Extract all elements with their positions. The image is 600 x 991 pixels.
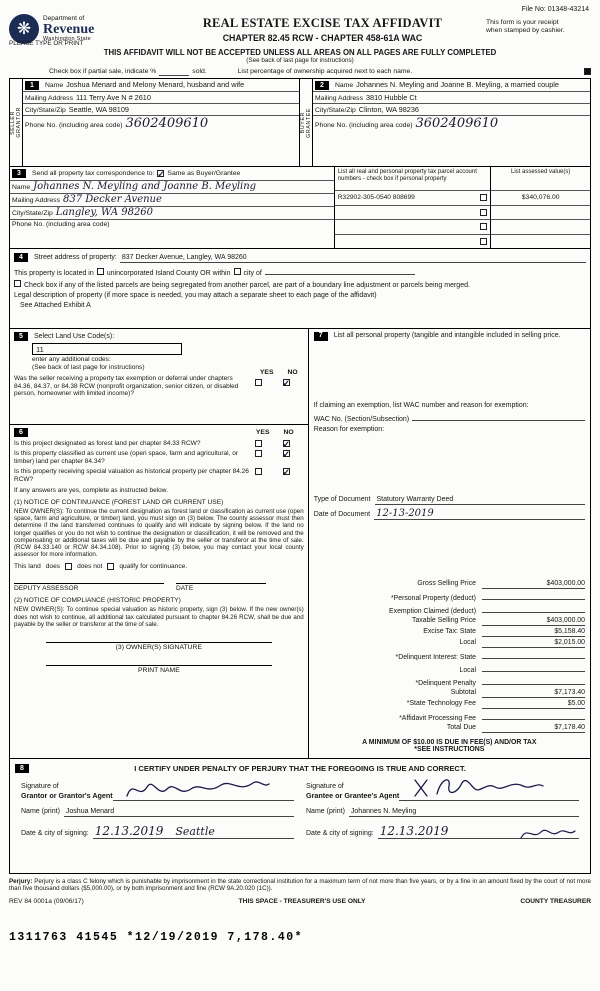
same-as-buyer-checkbox[interactable] xyxy=(157,170,164,177)
grantee-date-value[interactable]: 12.13.2019 xyxy=(379,824,449,838)
exemption-yes-checkbox[interactable] xyxy=(255,379,262,386)
section-7-number: 7 xyxy=(314,332,328,341)
parcel-number-value[interactable]: R32902-305-0540 808699 xyxy=(337,194,415,202)
correspondence-section xyxy=(10,167,590,249)
wac-row: WAC No. (Section/Subsection) xyxy=(314,412,585,423)
fee-row-processing-fee: *Affidavit Processing Fee xyxy=(314,711,585,723)
grantee-agent-label: Grantee or Grantee's Agent xyxy=(306,790,400,800)
historic-property-question-row: Is this property receiving special valuation as historical property per chapter 84.26 RCW? ✓ xyxy=(14,468,304,483)
parties-section xyxy=(10,79,590,167)
buyer-name-row: 2 Name Johannes N. Meyling and Joanne B. Meyling, a married couple xyxy=(313,79,590,92)
grantee-name-value[interactable]: Johannes N. Meyling xyxy=(350,808,417,815)
see-instructions-note: *SEE INSTRUCTIONS xyxy=(414,746,485,753)
parcel-row xyxy=(335,220,491,235)
same-as-buyer-label: Same as Buyer/Grantee xyxy=(167,170,241,177)
correspondence-name-value[interactable]: Johannes N. Meyling and Joanne B. Meyling xyxy=(33,181,257,192)
personal-property-label: List all personal property (tangible and intangible included in selling price. xyxy=(333,332,561,339)
deputy-date-line[interactable]: DATE xyxy=(176,583,266,592)
fee-row-total-due: Total Due $7,178.40 xyxy=(314,724,585,734)
document-date-value[interactable]: 12-13-2019 xyxy=(376,507,434,519)
fee-row-technology-fee: *State Technology Fee $5.00 xyxy=(314,700,585,710)
grantee-date-row: Date & city of signing: 12.13.2019 xyxy=(306,824,579,839)
section-2-number: 2 xyxy=(315,81,329,90)
section-8-number: 8 xyxy=(15,764,29,773)
grantee-name-row: Name (print) Johannes N. Meyling xyxy=(306,808,579,817)
section-6-number: 6 xyxy=(14,428,28,437)
grantor-signature-block: Signature of Grantor or Grantor's Agent Name (print) Joshua Menard Date & city of signing: 12.13.2019 Seattle xyxy=(15,781,300,839)
assessed-value-row[interactable]: $340,076.00 xyxy=(491,191,590,206)
fee-row-subtotal: Subtotal $7,173.40 xyxy=(314,689,585,699)
assessed-header: List assessed value(s) xyxy=(491,167,590,191)
parcel-row xyxy=(335,235,491,249)
wac-number-field[interactable] xyxy=(412,412,585,421)
grantee-signature-field[interactable] xyxy=(399,781,579,801)
city-of-checkbox[interactable] xyxy=(234,268,241,275)
correspondence-header: 3 Send all property tax correspondence to: ✓ Same as Buyer/Grantee xyxy=(10,167,334,181)
grantor-city-value[interactable]: Seattle xyxy=(175,825,215,838)
correspondence-name-row: Name Johannes N. Meyling and Joanne B. Meyling xyxy=(10,181,334,194)
parcel-header: List all real and personal property tax parcel account numbers - check box if personal property xyxy=(335,167,491,191)
document-date-row: Date of Document 12-13-2019 xyxy=(314,509,585,520)
exemption-note: If claiming an exemption, list WAC number and reason for exemption: xyxy=(313,402,529,409)
street-address-value[interactable]: 837 Decker Avenue, Langley, WA 98260 xyxy=(121,254,247,261)
exemption-question: Was the seller receiving a property tax exemption or deferral under chapters 84.36, 84.37, or 84.38 RCW (nonprofit organization, senior citizen, or disabled person, homeowner with limited income)? xyxy=(14,375,239,398)
buyer-city-value[interactable]: Clinton, WA 98236 xyxy=(358,105,419,114)
document-type-row: Type of Document Statutory Warranty Deed xyxy=(314,496,585,505)
fee-row-delinquent-interest-state: *Delinquent Interest: State xyxy=(314,650,585,662)
certify-statement: I CERTIFY UNDER PENALTY OF PERJURY THAT THE FOREGOING IS TRUE AND CORRECT. xyxy=(134,764,466,773)
assessed-value-row[interactable] xyxy=(491,220,590,235)
current-use-no-checkbox[interactable] xyxy=(283,450,290,457)
reason-row: Reason for exemption: xyxy=(313,426,385,433)
cashier-stamp: 1311763 41545 *12/19/2019 7,178.40* xyxy=(9,930,304,944)
historic-no-checkbox[interactable] xyxy=(283,468,290,475)
historic-yes-checkbox[interactable] xyxy=(255,468,262,475)
grantor-name-value[interactable]: Joshua Menard xyxy=(65,808,115,815)
owners-signature-line[interactable]: (3) OWNER(S) SIGNATURE xyxy=(46,642,272,651)
logo-washington-state: Washington State xyxy=(43,35,92,42)
forest-land-yes-checkbox[interactable] xyxy=(255,440,262,447)
personal-property-blank-area[interactable] xyxy=(314,341,585,399)
parcel-numbers-column xyxy=(335,167,492,248)
additional-codes-label: enter any additional codes: xyxy=(32,356,111,363)
seller-name-value[interactable]: Joshua Menard and Melony Menard, husband and wife xyxy=(66,80,245,89)
segregated-row xyxy=(14,280,586,289)
compliance-title: (2) NOTICE OF COMPLIANCE (HISTORIC PROPERTY) xyxy=(14,597,181,605)
fee-row-exemption: Exemption Claimed (deduct) xyxy=(314,604,585,616)
buyer-section xyxy=(300,79,590,166)
parcel-row xyxy=(335,191,491,206)
segregated-note: Check box if any of the listed parcels are being segregated from another parcel, are part of a boundary line adjustment or parcels being merged. xyxy=(24,282,470,289)
logo-revenue-word: Revenue xyxy=(43,21,95,37)
grantor-signature-field[interactable] xyxy=(113,781,294,801)
seller-side-label: SELLER GRANTOR xyxy=(10,79,23,166)
grantor-date-value[interactable]: 12.13.2019 xyxy=(94,824,164,838)
fee-row-taxable: Taxable Selling Price $403,000.00 xyxy=(314,617,585,627)
seller-city-row: City/State/Zip Seattle, WA 98109 xyxy=(23,104,299,116)
land-use-code-field[interactable]: 11 xyxy=(32,343,182,355)
current-use-yes-checkbox[interactable] xyxy=(255,450,262,457)
legal-description-value[interactable]: See Attached Exhibit A xyxy=(20,302,91,309)
assessed-value-row[interactable] xyxy=(491,206,590,221)
grantor-date-row: Date & city of signing: 12.13.2019 Seattle xyxy=(21,824,294,839)
personal-property-checkbox-2[interactable] xyxy=(480,209,487,216)
partial-sale-label: Check box if partial sale, indicate % xyxy=(49,68,157,75)
personal-property-checkbox-3[interactable] xyxy=(480,223,487,230)
assessed-values-column xyxy=(491,167,590,248)
section-5-number: 5 xyxy=(14,332,28,341)
land-use-section: 5 Select Land Use Code(s): 11 enter any additional codes: (See back of last page for instructions) YES NO Was the seller receiving a property tax exemption or deferral under chapters 84.36, 84.37, or 84.38 RCW (nonprofit organization, senior citizen, or disabled person, homeowner with limited income)? ✓ xyxy=(10,329,308,425)
treasurer-space-label: THIS SPACE - TREASURER'S USE ONLY xyxy=(238,897,366,905)
partial-sale-percent-field[interactable] xyxy=(159,67,189,76)
seller-name-row: 1 Name Joshua Menard and Melony Menard, husband and wife xyxy=(23,79,299,92)
legal-description-value-row xyxy=(20,302,586,309)
answers-yes-note: If any answers are yes, complete as instructed below. xyxy=(14,487,168,495)
exemption-question-row xyxy=(14,375,304,398)
property-location-section xyxy=(10,249,590,329)
street-address-row: 4 Street address of property: 837 Decker Avenue, Langley, WA 98260 xyxy=(14,253,586,263)
continuance-title: (1) NOTICE OF CONTINUANCE (FOREST LAND OR CURRENT USE) xyxy=(14,499,224,507)
print-name-line[interactable]: PRINT NAME xyxy=(46,665,272,674)
grantee-date-scribble xyxy=(517,824,577,842)
partial-sale-checkbox[interactable] xyxy=(584,68,591,75)
grantor-name-row: Name (print) Joshua Menard xyxy=(21,808,294,817)
buyer-name-value[interactable]: Johannes N. Meyling and Joanne B. Meyling, a married couple xyxy=(356,80,559,89)
seller-mailing-value[interactable]: 111 Terry Ave N # 2610 xyxy=(75,93,151,102)
correspondence-phone-row: Phone No. (including area code) xyxy=(12,221,110,228)
grantee-signature-block: Signature of Grantee or Grantee's Agent Name (print) Johannes N. Meyling Date & city of signing: 12.13.2019 xyxy=(300,781,585,839)
certification-section xyxy=(10,759,590,873)
perjury-notice: Perjury: Perjury is a class C felony which is punishable by imprisonment in the state correctional institution for a maximum term of not more than five years, or by a fine in an amount fixed by the court of not more than five thousand dollars ($5,000.00), or by both imprisonment and fine (RCW 9A.20.020 (1C)). xyxy=(9,878,591,893)
grantor-signature xyxy=(121,776,271,802)
affidavit-form xyxy=(9,78,591,874)
fee-row-delinquent-interest-local: Local xyxy=(314,663,585,675)
continuance-body: NEW OWNER(S): To continue the current designation as forest land or classification as current use (open space, farm and agriculture, or timber) land, you must sign on (3) below. The county assessor must then determine if the land transferred continues to qualify and will indicate by signing below. If the land no longer qualifies or you do not wish to continue the designation or classification, it will be removed and the compensating or additional taxes will be due and payable by the seller or transferor at the time of sale. (RCW 84.33.140 or RCW 84.34.108). Prior to signing (3) below, you may contact your local county assessor for more information. xyxy=(14,508,304,559)
rev-form-code: REV 84 0001a (09/06/17) xyxy=(9,897,84,905)
exemption-no-checkbox[interactable] xyxy=(283,379,290,386)
page-title: REAL ESTATE EXCISE TAX AFFIDAVIT xyxy=(202,16,443,30)
forest-land-no-checkbox[interactable] xyxy=(283,440,290,447)
deputy-assessor-line[interactable]: DEPUTY ASSESSOR xyxy=(14,583,164,592)
fee-row-excise-local: Local $2,015.00 xyxy=(314,639,585,649)
grantor-agent-label: Grantor or Grantor's Agent xyxy=(21,790,113,800)
see-back-instructions: (See back of last page for instructions) xyxy=(32,364,145,371)
seller-city-value[interactable]: Seattle, WA 98109 xyxy=(68,105,129,114)
section-4-number: 4 xyxy=(14,253,28,262)
partial-sale-row xyxy=(49,67,591,76)
ownership-note: List percentage of ownership acquired next to each name. xyxy=(237,68,413,75)
unincorporated-county-checkbox[interactable] xyxy=(97,268,104,275)
section-1-number: 1 xyxy=(25,81,39,90)
tax-computation-section xyxy=(309,329,590,758)
does-not-qualify-checkbox[interactable] xyxy=(107,563,114,570)
middle-columns xyxy=(10,329,590,759)
fee-row-delinquent-penalty: *Delinquent Penalty xyxy=(314,676,585,688)
does-qualify-checkbox[interactable] xyxy=(65,563,72,570)
correspondence-mailing-value[interactable]: 837 Decker Avenue xyxy=(62,194,162,205)
correspondence-city-value[interactable]: Langley, WA 98260 xyxy=(55,207,154,218)
current-use-question-row: Is this property classified as current use (open space, farm and agricultural, or timber) land per chapter 84.34? ✓ xyxy=(14,450,304,465)
personal-property-checkbox-4[interactable] xyxy=(480,238,487,245)
section-3-number: 3 xyxy=(12,169,26,178)
minimum-fee-note: A MINIMUM OF $10.00 IS DUE IN FEE(S) AND/OR TAX xyxy=(362,739,537,746)
forest-land-question-row: Is this project designated as forest land per chapter 84.33 RCW? ✓ xyxy=(14,440,304,447)
fee-row-excise-state: Excise Tax: State $5,158.40 xyxy=(314,628,585,638)
located-in-row: This property is located in unincorporated Island County OR within city of xyxy=(14,266,586,277)
buyer-mailing-value[interactable]: 3810 Hubble Ct xyxy=(365,93,417,102)
revenue-logo-icon: ❋ xyxy=(9,14,39,44)
buyer-phone-row: Phone No. (including area code) 3602409610 xyxy=(315,116,499,131)
city-of-field[interactable] xyxy=(265,266,415,275)
warning-banner: THIS AFFIDAVIT WILL NOT BE ACCEPTED UNLESS ALL AREAS ON ALL PAGES ARE FULLY COMPLETED xyxy=(103,48,497,57)
grantee-signature xyxy=(407,774,547,802)
seller-mailing-row: Mailing Address 111 Terry Ave N # 2610 xyxy=(23,92,299,104)
fee-row-personal-property: *Personal Property (deduct) xyxy=(314,591,585,603)
county-treasurer-label: COUNTY TREASURER xyxy=(520,897,591,905)
buyer-phone-value[interactable]: 3602409610 xyxy=(415,116,499,131)
legal-description-label: Legal description of property (if more space is needed, you may attach a separate sheet to each page of the affidavit) xyxy=(14,292,377,299)
personal-property-checkbox-1[interactable] xyxy=(480,194,487,201)
see-back-note: (See back of last page for instructions) xyxy=(246,57,354,64)
buyer-city-row: City/State/Zip Clinton, WA 98236 xyxy=(313,104,590,116)
qualify-row: This land does does not qualify for continuance. xyxy=(14,563,188,571)
correspondence-city-row: City/State/Zip Langley, WA 98260 xyxy=(10,207,334,220)
legal-description-row xyxy=(14,292,586,299)
document-type-value[interactable]: Statutory Warranty Deed xyxy=(376,495,454,503)
compliance-body: NEW OWNER(S): To continue special valuation as historic property, sign (3) below. If the new owner(s) does not wish to continue, all additional tax calculated pursuant to chapter 84.26 RCW, shall be due and payable by the seller or transferor at the time of sale. xyxy=(14,606,304,628)
correspondence-mailing-row: Mailing Address 837 Decker Avenue xyxy=(10,194,334,207)
fee-row-gross: Gross Selling Price $403,000.00 xyxy=(314,580,585,590)
page-subtitle: CHAPTER 82.45 RCW - CHAPTER 458-61A WAC xyxy=(222,33,423,43)
file-number: File No: 01348-43214 xyxy=(521,6,589,13)
please-type-or-print: PLEASE TYPE OR PRINT xyxy=(9,40,84,47)
buyer-mailing-row: Mailing Address 3810 Hubble Ct xyxy=(313,92,590,104)
partial-sale-sold-label: sold. xyxy=(192,68,207,75)
seller-phone-value[interactable]: 3602409610 xyxy=(125,116,209,131)
logo-department-of: Department of xyxy=(43,15,85,22)
seller-section xyxy=(10,79,300,166)
receipt-note: This form is your receipt when stamped by cashier. xyxy=(486,19,565,35)
assessed-value-row[interactable] xyxy=(491,235,590,249)
segregated-checkbox[interactable] xyxy=(14,280,21,287)
parcel-row xyxy=(335,206,491,221)
form-footer xyxy=(9,898,591,905)
seller-phone-row: Phone No. (including area code) 3602409610 xyxy=(25,116,209,131)
land-use-label: Select Land Use Code(s): xyxy=(34,333,115,340)
land-designation-section: 6 YES NO Is this project designated as forest land per chapter 84.33 RCW? ✓ Is this property classified as current use (open space, farm and agricultural, or timber) land per chapter 84.34? ✓ Is this property receiving special valuation as historical property per chapter 84.26 RCW? ✓ If any answers are yes, complete as instructed below. (1) NOTICE OF CONTINUANCE (FOREST LAND OR CURRENT USE) NEW OWNER(S): To continue the current designation as forest land or classification as current use (open space, farm and agriculture, or timber) land, you must sign on (3) below. The county assessor must then determine if the land transferred continues to qualify and will indicate by signing below. If the land no longer qualifies or you do not wish to continue the designation or classification, it will be removed and the compensating or additional taxes will be due and payable by the seller or transferor at the time of sale. (RCW 84.33.140 or RCW 84.34.108). Prior to signing (3) below, you may contact your local county assessor for more information. This land does does not qualify for continuance. DEPUTY ASSESSOR DATE (2) NOTICE OF COMPLIANCE (HISTORIC PROPERTY) NEW OWNER(S): To continue special valuation as historic property, sign (3) below. If the new owner(s) does not wish to continue, all additional tax calculated pursuant to chapter 84.26 RCW, shall be due and payable by the seller or transferor at the time of sale. (3) OWNER(S) SIGNATURE PRINT NAME xyxy=(10,425,308,758)
buyer-side-label: BUYER GRANTEE xyxy=(300,79,313,166)
